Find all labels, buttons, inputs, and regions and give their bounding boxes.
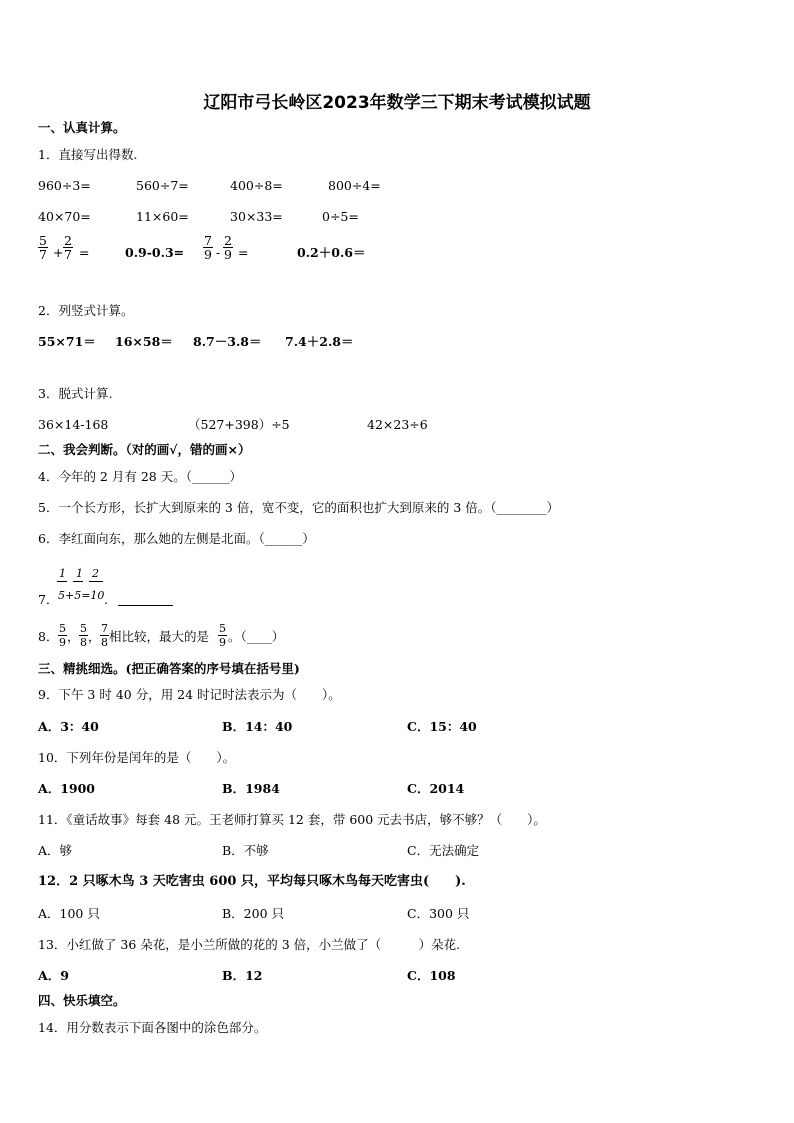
q1-row2-item: 30×33= xyxy=(230,209,283,224)
q6-text: 6．李红面向东，那么她的左侧是北面。（______） xyxy=(38,531,315,546)
section-4-heading: 四、快乐填空。 xyxy=(38,993,126,1008)
q12-option: B．200 只 xyxy=(222,906,285,921)
q10-option: C．2014 xyxy=(407,781,465,796)
q1-row2-item: 11×60= xyxy=(136,209,189,224)
fraction-numerator: 5 xyxy=(39,233,47,248)
q2-item: 8.7－3.8＝ xyxy=(193,334,262,349)
q13-option: B．12 xyxy=(222,968,263,983)
fraction-numerator: 5 xyxy=(59,622,66,635)
minus-sign: - xyxy=(216,245,221,260)
q11-option: A．够 xyxy=(38,843,73,858)
q4-text: 4．今年的 2 月有 28 天。（______） xyxy=(38,469,242,484)
q3-heading: 3．脱式计算. xyxy=(38,386,113,401)
equals-sign: = xyxy=(238,245,249,260)
section-3-heading: 三、精挑细选。(把正确答案的序号填在括号里) xyxy=(38,661,300,676)
q7-numerator: 1 xyxy=(76,567,83,580)
answer-blank xyxy=(118,605,173,606)
q13-option: A．9 xyxy=(38,968,69,983)
fraction-denominator: 8 xyxy=(80,636,87,649)
fraction-bar xyxy=(73,581,83,582)
q9-option: C．15：40 xyxy=(407,719,477,734)
fraction-denominator: 7 xyxy=(39,247,47,262)
q5-text: 5．一个长方形，长扩大到原来的 3 倍，宽不变，它的面积也扩大到原来的 3 倍。（________） xyxy=(38,500,560,515)
q7-numerator: 2 xyxy=(92,567,99,580)
fraction xyxy=(58,622,67,649)
fraction-numerator: 5 xyxy=(219,622,226,635)
q1-row2-item: 0÷5= xyxy=(322,209,359,224)
q2-item: 55×71＝ xyxy=(38,334,96,349)
q1-row3-item: 0.9-0.3= xyxy=(125,245,185,260)
q11-option: C．无法确定 xyxy=(407,843,480,858)
fraction-bar xyxy=(57,581,67,582)
q1-row3-item: 0.2＋0.6＝ xyxy=(297,245,366,260)
fraction-denominator: 8 xyxy=(101,636,108,649)
q2-item: 7.4＋2.8＝ xyxy=(285,334,354,349)
comma: ， xyxy=(88,629,101,644)
q14-text: 14．用分数表示下面各图中的涂色部分。 xyxy=(38,1020,267,1035)
fraction-denominator: 9 xyxy=(224,247,232,262)
q1-row1-item: 960÷3= xyxy=(38,178,91,193)
q1-heading: 1．直接写出得数. xyxy=(38,147,138,162)
fraction xyxy=(38,234,48,261)
fraction-numerator: 2 xyxy=(64,233,72,248)
q9-option: B．14：40 xyxy=(222,719,293,734)
fraction-denominator: 7 xyxy=(64,247,72,262)
fraction xyxy=(223,234,233,261)
q10-text: 10．下列年份是闰年的是（ ）。 xyxy=(38,750,236,765)
q1-row1-item: 560÷7= xyxy=(136,178,189,193)
q1-row1-item: 800÷4= xyxy=(328,178,381,193)
q8-label: 8． xyxy=(38,629,59,644)
q13-text: 13．小红做了 36 朵花，是小兰所做的花的 3 倍，小兰做了（ ）朵花. xyxy=(38,937,461,952)
fraction-denominator: 9 xyxy=(204,247,212,262)
q7-label: 7． xyxy=(38,592,59,607)
fraction xyxy=(79,622,88,649)
q7-numerator: 1 xyxy=(59,567,66,580)
section-1-heading: 一、认真计算。 xyxy=(38,120,126,135)
q8-middle-text: 相比较，最大的是 xyxy=(109,629,210,644)
q1-row2-item: 40×70= xyxy=(38,209,91,224)
fraction-numerator: 2 xyxy=(224,233,232,248)
q2-heading: 2．列竖式计算。 xyxy=(38,303,134,318)
q12-option: A．100 只 xyxy=(38,906,100,921)
q7-tail: . xyxy=(104,592,108,607)
q7-denominator-line: 5+5=10 xyxy=(58,589,105,602)
q11-option: B．不够 xyxy=(222,843,269,858)
fraction-denominator: 9 xyxy=(219,636,226,649)
section-2-heading: 二、我会判断。（对的画√，错的画×） xyxy=(38,442,251,457)
q3-item: （527+398）÷5 xyxy=(188,417,290,432)
q10-option: B．1984 xyxy=(222,781,280,796)
q10-option: A．1900 xyxy=(38,781,95,796)
q11-text: 11．《童话故事》每套 48 元。王老师打算买 12 套，带 600 元去书店，够不够？（ ）。 xyxy=(38,812,546,827)
q9-text: 9．下午 3 时 40 分，用 24 时记时法表示为（ ）。 xyxy=(38,687,341,702)
q3-item: 42×23÷6 xyxy=(367,417,428,432)
fraction-denominator: 9 xyxy=(59,636,66,649)
comma: ， xyxy=(67,629,80,644)
q12-text: 12．2 只啄木鸟 3 天吃害虫 600 只，平均每只啄木鸟每天吃害虫( ). xyxy=(38,874,466,889)
fraction xyxy=(218,622,227,649)
equals-sign: = xyxy=(79,245,90,260)
fraction-bar xyxy=(89,581,103,582)
q1-row1-item: 400÷8= xyxy=(230,178,283,193)
page-title: 辽阳市弓长岭区2023年数学三下期末考试模拟试题 xyxy=(203,93,591,113)
plus-sign: + xyxy=(53,245,64,260)
q13-option: C．108 xyxy=(407,968,456,983)
q12-option: C．300 只 xyxy=(407,906,470,921)
fraction xyxy=(100,622,109,649)
fraction-numerator: 7 xyxy=(101,622,108,635)
q8-tail: 。（____） xyxy=(228,629,285,644)
fraction-numerator: 5 xyxy=(80,622,87,635)
fraction xyxy=(203,234,213,261)
q3-item: 36×14-168 xyxy=(38,417,109,432)
fraction xyxy=(63,234,73,261)
fraction-numerator: 7 xyxy=(204,233,212,248)
q2-item: 16×58＝ xyxy=(115,334,173,349)
q9-option: A．3：40 xyxy=(38,719,99,734)
